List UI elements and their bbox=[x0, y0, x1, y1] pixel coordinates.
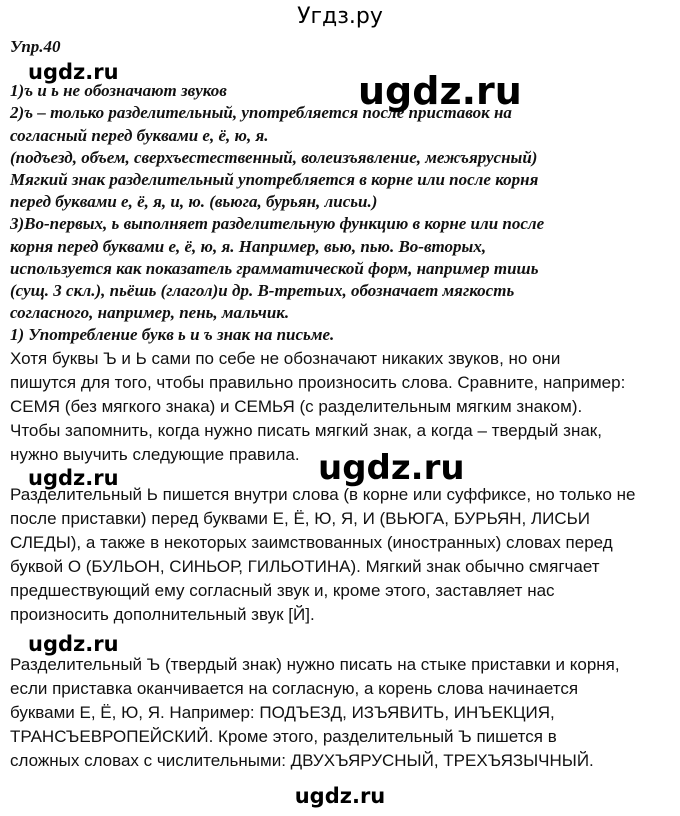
answer-block bbox=[10, 80, 675, 346]
watermark: ugdz.ru bbox=[318, 448, 465, 488]
watermark: ugdz.ru bbox=[28, 60, 119, 84]
exercise-content bbox=[10, 36, 675, 773]
answer-line: используется как показатель грамматической форм, например тишь bbox=[10, 258, 539, 278]
answer-line: корня перед буквами е, ё, ю, я. Например, вью, пью. Во-вторых, bbox=[10, 236, 487, 256]
paragraph-line: буквой О (БУЛЬОН, СИНЬОР, ГИЛЬОТИНА). Мягкий знак обычно смягчает bbox=[10, 556, 600, 576]
paragraph-line: нужно выучить следующие правила. bbox=[10, 444, 300, 464]
answer-line: согласный перед буквами е, ё, ю, я. bbox=[10, 125, 269, 145]
paragraph-3 bbox=[10, 653, 675, 773]
paragraph-line: Чтобы запомнить, когда нужно писать мягкий знак, а когда – твердый знак, bbox=[10, 420, 602, 440]
paragraph-line: Хотя буквы Ъ и Ь сами по себе не обозначают никаких звуков, но они bbox=[10, 348, 561, 368]
paragraph-line: Разделительный Ъ (твердый знак) нужно писать на стыке приставки и корня, bbox=[10, 654, 620, 674]
answer-line: 1) Употребление букв ь и ъ знак на письме. bbox=[10, 325, 335, 345]
paragraph-line: сложных словах с числительными: ДВУХЪЯРУСНЫЙ, ТРЕХЪЯЗЫЧНЫЙ. bbox=[10, 750, 594, 770]
answer-line: согласного, например, пень, мальчик. bbox=[10, 303, 290, 323]
answer-line: 2)ъ – только разделительный, употребляется после приставок на bbox=[10, 103, 512, 123]
watermark: ugdz.ru bbox=[28, 632, 119, 656]
site-header: Угдз.ру bbox=[297, 4, 383, 29]
paragraph-line: ТРАНСЪЕВРОПЕЙСКИЙ. Кроме этого, разделительный Ъ пишется в bbox=[10, 726, 557, 746]
paragraph-line: после приставки) перед буквами Е, Ё, Ю, Я, И (ВЬЮГА, БУРЬЯН, ЛИСЬИ bbox=[10, 508, 591, 528]
answer-line: перед буквами е, ё, я, и, ю. (вьюга, бурьян, лисьи.) bbox=[10, 192, 378, 212]
paragraph-line: пишутся для того, чтобы правильно произносить слова. Сравните, например: bbox=[10, 372, 626, 392]
paragraph-line: предшествующий ему согласный звук и, кроме этого, заставляет нас bbox=[10, 580, 555, 600]
answer-line: (подъезд, объем, сверхъестественный, волеизъявление, межъярусный) bbox=[10, 147, 538, 167]
paragraph-line: произносить дополнительный звук [Й]. bbox=[10, 604, 315, 624]
paragraph-2 bbox=[10, 483, 675, 627]
paragraph-line: если приставка оканчивается на согласную, а корень слова начинается bbox=[10, 678, 579, 698]
watermark: ugdz.ru bbox=[358, 69, 522, 113]
paragraph-line: СЕМЯ (без мягкого знака) и СЕМЬЯ (с разделительным мягким знаком). bbox=[10, 396, 583, 416]
paragraph-line: буквами Е, Ё, Ю, Я. Например: ПОДЪЕЗД, ИЗЪЯВИТЬ, ИНЪЕКЦИЯ, bbox=[10, 702, 555, 722]
paragraph-line: Разделительный Ь пишется внутри слова (в корне или суффиксе, но только не bbox=[10, 484, 636, 504]
paragraph-line: СЛЕДЫ), а также в некоторых заимствованных (иностранных) словах перед bbox=[10, 532, 613, 552]
watermark: ugdz.ru bbox=[28, 466, 119, 490]
answer-line: 1)ъ и ь не обозначают звуков bbox=[10, 81, 227, 101]
exercise-title: Упр.40 bbox=[10, 37, 61, 56]
answer-line: Мягкий знак разделительный употребляется в корне или после корня bbox=[10, 170, 539, 190]
site-footer: ugdz.ru bbox=[294, 784, 386, 808]
answer-line: 3)Во-первых, ь выполняет разделительную функцию в корне или после bbox=[10, 214, 545, 234]
answer-line: (сущ. 3 скл.), пьёшь (глагол)и др. В-третьих, обозначает мягкость bbox=[10, 281, 515, 301]
